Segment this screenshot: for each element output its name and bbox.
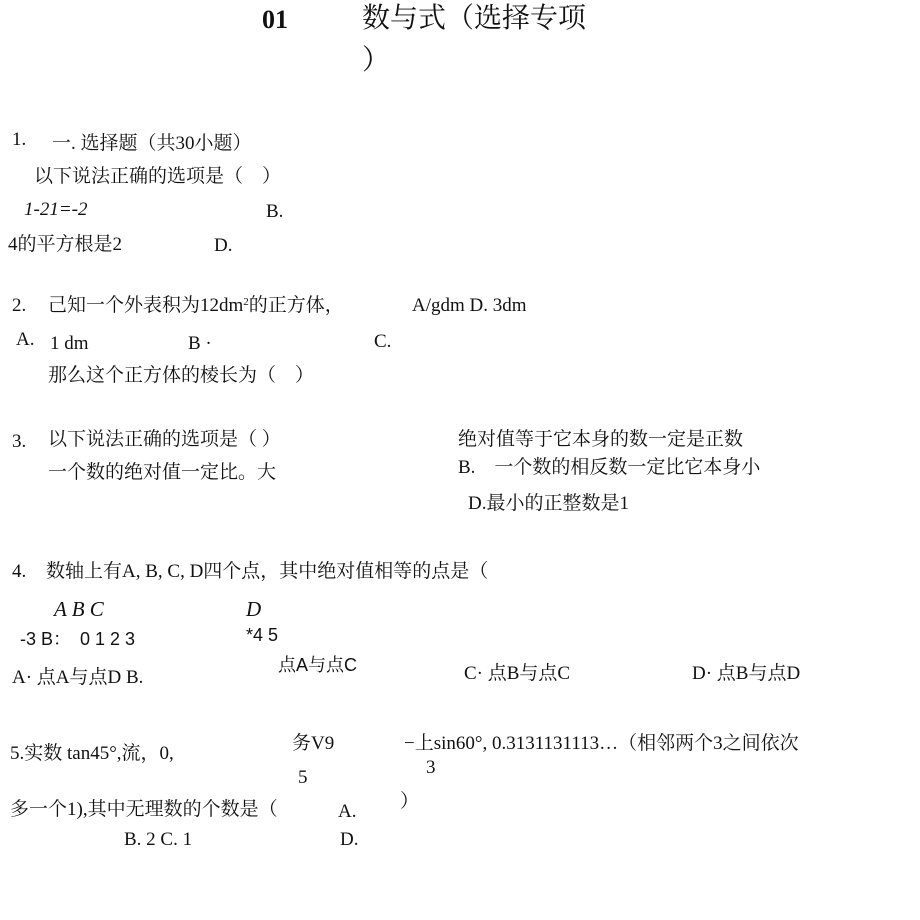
number-line-ticks-right: *4 5 <box>246 625 279 645</box>
question-5-fraction2-denominator: 3 <box>426 757 436 778</box>
question-4-option-d: D· 点B与点D <box>692 663 801 684</box>
question-5-option-d: D. <box>340 829 359 850</box>
question-3-option-a: 绝对值等于它本身的数一定是正数 <box>458 429 744 450</box>
question-3-option-d: D.最小的正整数是1 <box>468 493 629 514</box>
question-1-option-d: D. <box>214 235 233 256</box>
question-4-option-c: C· 点B与点C <box>464 663 571 684</box>
question-2-label-a: A. <box>16 329 35 350</box>
question-5-close-paren: ） <box>400 791 420 812</box>
question-5-line-2: 多一个1),其中无理数的个数是（ <box>10 799 278 820</box>
question-2-label-c: C. <box>374 331 392 352</box>
question-5-fraction-numerator: 务V9 <box>292 733 335 754</box>
question-1-stem: 以下说法正确的选项是（ ） <box>34 166 282 187</box>
question-2-stem-before: 己知一个外表积为12dm <box>48 295 244 316</box>
question-2-value-a: 1 dm <box>50 333 89 354</box>
question-2-line-2: 那么这个正方体的棱长为（ ） <box>48 365 315 386</box>
section-heading: 一. 选择题（共30小题） <box>52 133 252 154</box>
question-5-stem-start: 5.实数 tan45°,流，0, <box>10 743 174 764</box>
page-title: 数与式（选择专项 <box>362 3 587 34</box>
number-line-labels-abc: A B C <box>54 597 104 621</box>
question-2-options-right: A/gdm D. 3dm <box>412 295 527 316</box>
question-5-fraction-denominator: 5 <box>298 767 308 788</box>
question-4-option-a: A· 点A与点D B. <box>12 667 144 688</box>
question-3-number: 3. <box>12 431 27 452</box>
question-2-stem-sup: 2 <box>243 296 249 308</box>
question-3-option-c: 一个数的绝对值一定比。大 <box>48 462 277 483</box>
question-2-stem <box>48 296 344 317</box>
number-line-label-d: D <box>246 597 262 621</box>
question-4-stem: 数轴上有A, B, C, D四个点，其中绝对值相等的点是（ <box>46 561 489 582</box>
question-3-option-b: B. 一个数的相反数一定比它本身小 <box>458 457 761 478</box>
question-2-number: 2. <box>12 295 27 316</box>
number-line-ticks-left: -3 B： 0 1 2 3 <box>20 629 136 649</box>
question-5-options-bc: B. 2 C. 1 <box>124 829 193 850</box>
question-1-option-b: B. <box>266 201 284 222</box>
question-1-option-c: 4的平方根是2 <box>8 234 123 255</box>
question-2-stem-after: 的正方体， <box>248 295 344 316</box>
title-close-paren: ） <box>362 45 391 76</box>
question-4-option-b: 点A与点C <box>278 655 358 675</box>
question-4-number: 4. <box>12 561 27 582</box>
question-1-number: 1. <box>12 129 27 150</box>
question-5-option-a: A. <box>338 801 357 822</box>
question-5-stem-continued: −上sin60°, 0.3131131113…（相邻两个3之间依次 <box>404 733 799 754</box>
question-3-stem: 以下说法正确的选项是（ ） <box>48 429 281 450</box>
title-number: 01 <box>262 5 288 34</box>
question-2-label-b: B · <box>188 333 212 354</box>
question-1-option-a: 1-21=-2 <box>24 199 88 220</box>
